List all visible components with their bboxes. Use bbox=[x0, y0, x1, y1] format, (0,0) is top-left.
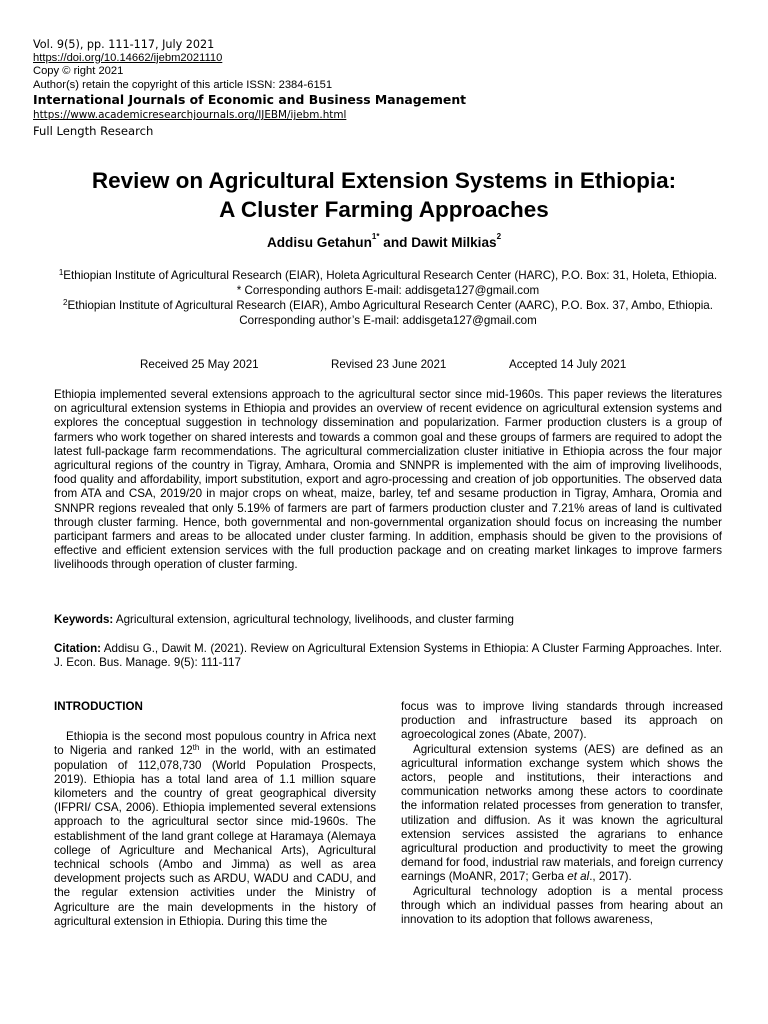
author-rights-line: Author(s) retain the copyright of this article ISSN: 2384-6151 bbox=[33, 78, 333, 91]
paragraph-text: in the world, with an estimated population of 112,078,730 (World Population Prospects, 2019). Ethiopia has a total land area of 1.1 million square kilometers and the country of great geographical diversity (IFPRI/ CSA, 2006). Ethiopia implemented several extensions approach to the agricultural sector since mid-1960s. The establishment of the land grant college at Haramaya (Alemaya college of Agriculture and Mechanical Arts), Agricultural technical schools (Ambo and Jimma) as well as area development projects such as ARDU, WADU and CADU, and the regular extension activities under the Ministry of Agriculture are the main developments in the history of agricultural extension in Ethiopia. During this time the bbox=[54, 744, 376, 928]
citation-label: Citation: bbox=[54, 642, 102, 655]
author-name: Addisu Getahun bbox=[266, 235, 372, 250]
italic-text: et al bbox=[567, 870, 590, 884]
ordinal-superscript: th bbox=[192, 743, 200, 753]
author-list bbox=[0, 232, 768, 250]
citation bbox=[54, 642, 722, 670]
author-superscript: 1* bbox=[371, 232, 380, 241]
paper-title-line-1: Review on Agricultural Extension Systems in Ethiopia: bbox=[91, 168, 677, 193]
affiliation-1 bbox=[58, 268, 718, 298]
body-column-right bbox=[401, 700, 723, 927]
journal-url-link[interactable]: https://www.academicresearchjournals.org/IJEBM/ijebm.html bbox=[33, 109, 347, 122]
citation-text: Addisu G., Dawit M. (2021). Review on Agricultural Extension Systems in Ethiopia: A Cluster Farming Approaches. Inter. J. Econ. Bus. Manage. 9(5): 111-117 bbox=[54, 642, 722, 670]
body-paragraph: focus was to improve living standards through increased production and infrastructure based its approach on agroecological zones (Abate, 2007). bbox=[401, 700, 723, 742]
affiliation-text: Ethiopian Institute of Agricultural Research (EIAR), Holeta Agricultural Research Center (HARC), P.O. Box: 31, Holeta, Ethiopia. * Corresponding authors E-mail: addisgeta127@gmail.com bbox=[63, 269, 718, 297]
keywords-text: Agricultural extension, agricultural technology, livelihoods, and cluster farming bbox=[113, 613, 514, 626]
doi-link[interactable]: https://doi.org/10.14662/ijebm2021110 bbox=[33, 51, 223, 64]
copyright-line: Copy © right 2021 bbox=[33, 65, 124, 78]
paper-title-line-2: A Cluster Farming Approaches bbox=[219, 197, 549, 222]
article-header bbox=[33, 38, 466, 139]
paragraph-text: Agricultural extension systems (AES) are defined as an agricultural information exchange system which shows the actors, people and institutions, their interactions and communication networks among these actors to coordinate the information related processes from generation to transfer, utilization and diffusion. As it was known the agricultural extension services assisted the agrarians to enhance agricultural production and productivity to meet the growing demand for food, industrial raw materials, and foreign currency earnings (MoANR, 2017; Gerba bbox=[401, 742, 723, 884]
affiliation-superscript: 2 bbox=[63, 298, 68, 307]
accepted-date: Accepted 14 July 2021 bbox=[509, 358, 627, 371]
affiliations bbox=[58, 268, 718, 328]
keywords bbox=[54, 613, 722, 627]
paragraph-text: ., 2017). bbox=[589, 870, 632, 884]
affiliation-superscript: 1 bbox=[58, 268, 64, 277]
keywords-label: Keywords: bbox=[54, 613, 114, 626]
author-conjunction: and bbox=[379, 235, 412, 250]
affiliation-2 bbox=[58, 298, 718, 328]
paragraph-text: Ethiopia is the second most populous country in Africa next to Nigeria and ranked 12 bbox=[54, 730, 376, 758]
revised-date: Revised 23 June 2021 bbox=[331, 358, 447, 371]
abstract-text: Ethiopia implemented several extensions approach to the agricultural sector since mid-1960s. This paper reviews the literatures on agricultural extension systems in Ethiopia and provides an overview of recent evidence on agricultural extension systems and explores the conceptual suggestion in technology dissemination and popularization. Farmer production clusters is a group of farmers who work together on shared interests and towards a common goal and these groups of farmers are required to adopt the latest full-package farm recommendations. The agricultural commercialization cluster initiative in Ethiopia across the four major agricultural regions of the country in Tigray, Amhara, Oromia and SNNPR is implemented with the aim of improving livelihoods, food quality and affordability, import substitution, export and agro-processing and creation of job opportunities. The observed data from ATA and CSA, 2019/20 in major crops on wheat, maize, barley, tef and sesame production in Tigray, Amhara, Oromia and SNNPR regions revealed that only 5.19% of farmers are part of farmers production cluster and 7.21% areas of land is cultivated through cluster farming. Hence, both governmental and non-governmental organization should focus on increasing the number participant farmers and areas to be allocated under cluster farming. In addition, emphasis should be given to the provisions of effective and efficient extension services with the full production package and on creating market linkages to improve farmers livelihoods through operation of cluster farming. bbox=[54, 388, 722, 572]
paper-title bbox=[0, 166, 768, 224]
article-type: Full Length Research bbox=[33, 124, 154, 139]
body-paragraph bbox=[401, 743, 723, 885]
volume-info: Vol. 9(5), pp. 111-117, July 2021 bbox=[33, 38, 215, 51]
author-name: Dawit Milkias bbox=[411, 235, 497, 250]
journal-name: International Journals of Economic and Business Management bbox=[33, 92, 467, 108]
body-column-left bbox=[54, 700, 376, 929]
affiliation-text: Ethiopian Institute of Agricultural Research (EIAR), Ambo Agricultural Research Center (AARC), P.O. Box. 37, Ambo, Ethiopia. Corresponding author’s E-mail: addisgeta127@gmail.com bbox=[67, 299, 713, 327]
section-heading: INTRODUCTION bbox=[54, 700, 143, 713]
received-date: Received 25 May 2021 bbox=[140, 358, 259, 371]
body-paragraph bbox=[54, 730, 376, 929]
body-paragraph: Agricultural technology adoption is a mental process through which an individual passes from hearing about an innovation to its adoption that follows awareness, bbox=[401, 884, 723, 927]
author-superscript: 2 bbox=[496, 232, 502, 241]
